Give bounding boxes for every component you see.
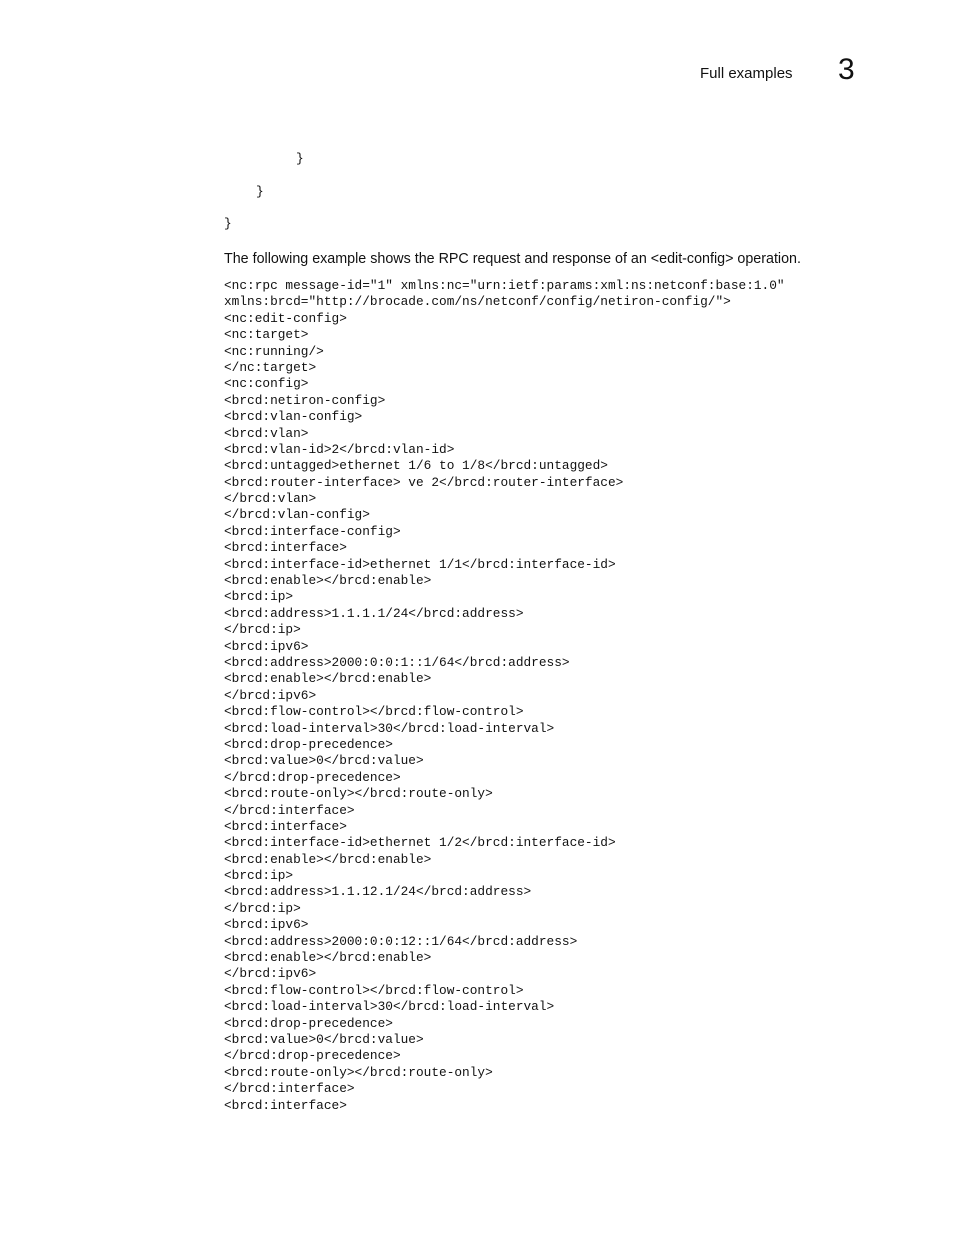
code-line: </brcd:drop-precedence> xyxy=(224,1048,401,1064)
code-line: </nc:target> xyxy=(224,359,317,375)
code-line: </brcd:drop-precedence> xyxy=(224,769,401,785)
code-line: <brcd:route-only></brcd:route-only> xyxy=(224,1064,493,1080)
code-line: </brcd:ipv6> xyxy=(224,966,317,982)
code-line: <brcd:router-interface> ve 2</brcd:router-interface> xyxy=(224,474,624,490)
code-line: xmlns:brcd="http://brocade.com/ns/netconf/config/netiron-config/"> xyxy=(224,294,731,310)
code-block xyxy=(224,278,785,1114)
code-line: <brcd:ip> xyxy=(224,868,294,884)
code-line: <nc:running/> xyxy=(224,343,324,359)
code-line: <brcd:value>0</brcd:value> xyxy=(224,753,424,769)
code-line: <brcd:address>2000:0:0:1::1/64</brcd:address> xyxy=(224,654,570,670)
code-line: <brcd:vlan-id>2</brcd:vlan-id> xyxy=(224,441,455,457)
code-line: <brcd:vlan> xyxy=(224,425,309,441)
code-line: <brcd:interface-config> xyxy=(224,523,401,539)
code-line: </brcd:ip> xyxy=(224,622,301,638)
chapter-number: 3 xyxy=(838,53,855,86)
code-line: <brcd:address>2000:0:0:12::1/64</brcd:address> xyxy=(224,933,578,949)
code-line: <brcd:enable></brcd:enable> xyxy=(224,573,432,589)
code-line: <brcd:address>1.1.1.1/24</brcd:address> xyxy=(224,605,524,621)
code-line: <brcd:ip> xyxy=(224,589,294,605)
closing-brace: } xyxy=(296,151,304,166)
code-line: <brcd:value>0</brcd:value> xyxy=(224,1031,424,1047)
code-line: <brcd:flow-control></brcd:flow-control> xyxy=(224,982,524,998)
code-line: <nc:rpc message-id="1" xmlns:nc="urn:ietf:params:xml:ns:netconf:base:1.0" xyxy=(224,278,785,293)
code-line: </brcd:interface> xyxy=(224,1081,355,1097)
code-line: <brcd:interface-id>ethernet 1/2</brcd:interface-id> xyxy=(224,835,616,851)
code-line: <nc:config> xyxy=(224,376,309,392)
code-line: <brcd:flow-control></brcd:flow-control> xyxy=(224,704,524,720)
code-line: <brcd:drop-precedence> xyxy=(224,1015,393,1031)
closing-brace: } xyxy=(256,184,264,199)
code-line: </brcd:ipv6> xyxy=(224,687,317,703)
code-line: <brcd:netiron-config> xyxy=(224,392,386,408)
code-line: <brcd:enable></brcd:enable> xyxy=(224,671,432,687)
code-line: <brcd:enable></brcd:enable> xyxy=(224,950,432,966)
closing-brace: } xyxy=(224,216,232,231)
code-line: <brcd:interface> xyxy=(224,1097,347,1113)
code-line: <nc:target> xyxy=(224,327,309,343)
code-line: <brcd:route-only></brcd:route-only> xyxy=(224,786,493,802)
code-line: </brcd:vlan> xyxy=(224,491,317,507)
code-line: <brcd:address>1.1.12.1/24</brcd:address> xyxy=(224,884,532,900)
code-line: <brcd:ipv6> xyxy=(224,638,309,654)
code-line: <brcd:drop-precedence> xyxy=(224,736,393,752)
code-line: <brcd:interface-id>ethernet 1/1</brcd:interface-id> xyxy=(224,556,616,572)
code-line: <brcd:interface> xyxy=(224,540,347,556)
code-line: <brcd:vlan-config> xyxy=(224,409,363,425)
code-line: </brcd:vlan-config> xyxy=(224,507,370,523)
code-line: <brcd:ipv6> xyxy=(224,917,309,933)
code-line: </brcd:ip> xyxy=(224,900,301,916)
code-line: <nc:edit-config> xyxy=(224,310,347,326)
code-line: </brcd:interface> xyxy=(224,802,355,818)
intro-paragraph: The following example shows the RPC request and response of an <edit-config> operation. xyxy=(224,251,801,267)
code-line: <brcd:load-interval>30</brcd:load-interval> xyxy=(224,720,555,736)
section-title: Full examples xyxy=(700,65,793,82)
code-line: <brcd:untagged>ethernet 1/6 to 1/8</brcd:untagged> xyxy=(224,458,608,474)
code-line: <brcd:enable></brcd:enable> xyxy=(224,851,432,867)
code-line: <brcd:load-interval>30</brcd:load-interval> xyxy=(224,999,555,1015)
code-line: <brcd:interface> xyxy=(224,818,347,834)
